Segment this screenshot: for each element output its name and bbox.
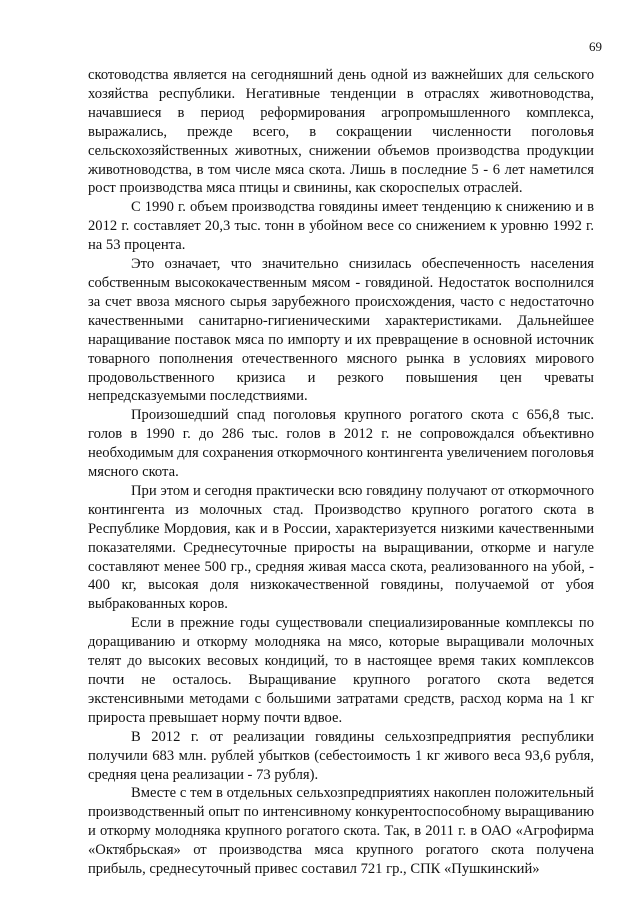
paragraph: При этом и сегодня практически всю говядину получают от откормочного контингента из молочных стад. Производство крупного рогатого скота в Республике Мордовия, как и в России, характеризуется низкими качественными показателями. Среднесуточные приросты на выращивании, откорме и нагуле составляют менее 500 гр., средняя живая масса скота, реализованного на убой, - 400 кг, высокая доля низкокачественной говядины, получаемой от убоя выбракованных коров. (88, 482, 594, 613)
paragraph: Если в прежние годы существовали специализированные комплексы по доращиванию и откорму молодняка на мясо, которые выращивали молочных телят до высоких весовых кондиций, то в настоящее время таких комплексов почти не осталось. Выращивание крупного рогатого скота ведется экстенсивными методами с большими затратами средств, расход корма на 1 кг прироста превышает норму почти вдвое. (88, 615, 594, 726)
paragraph: С 1990 г. объем производства говядины имеет тенденцию к снижению и в 2012 г. составляет 20,3 тыс. тонн в убойном весе со снижением к уровню 1992 г. на 53 процента. (88, 199, 594, 254)
document-body (88, 66, 594, 879)
paragraph: скотоводства является на сегодняшний день одной из важнейших для сельского хозяйства республики. Негативные тенденции в отраслях животноводства, начавшиеся в период реформирования агропромышленного комплекса, выражались, прежде всего, в сокращении численности поголовья сельскохозяйственных животных, снижении объемов производства продукции животноводства, в том числе мяса скота. Лишь в последние 5 - 6 лет наметился рост производства мяса птицы и свинины, как скороспелых отраслей. (88, 67, 594, 197)
paragraph: Вместе с тем в отдельных сельхозпредприятиях накоплен положительный производственный опыт по интенсивному конкурентоспособному выращиванию и откорму молодняка крупного рогатого скота. Так, в 2011 г. в ОАО «Агрофирма «Октябрьская» от производства мяса крупного рогатого скота получена прибыль, среднесуточный привес составил 721 гр., СПК «Пушкинский» (88, 785, 594, 878)
paragraph: Произошедший спад поголовья крупного рогатого скота с 656,8 тыс. голов в 1990 г. до 286 тыс. голов в 2012 г. не сопровождался объективно необходимым для сохранения откормочного контингента увеличением поголовья мясного скота. (88, 407, 594, 481)
page-number: 69 (589, 39, 602, 54)
paragraph: В 2012 г. от реализации говядины сельхозпредприятия республики получили 683 млн. рублей убытков (себестоимость 1 кг живого веса 93,6 рубля, средняя цена реализации - 73 рубля). (88, 728, 594, 783)
paragraph: Это означает, что значительно снизилась обеспеченность населения собственным высококачественным мясом - говядиной. Недостаток восполнился за счет ввоза мясного сырья зарубежного происхождения, часто с недостаточно качественными санитарно-гигиеническими характеристиками. Дальнейшее наращивание поставок мяса по импорту и их превращение в основной источник товарного пополнения отечественного мясного рынка в условиях мирового продовольственного кризиса и резкого повышения цен чреваты непредсказуемыми последствиями. (88, 256, 594, 405)
